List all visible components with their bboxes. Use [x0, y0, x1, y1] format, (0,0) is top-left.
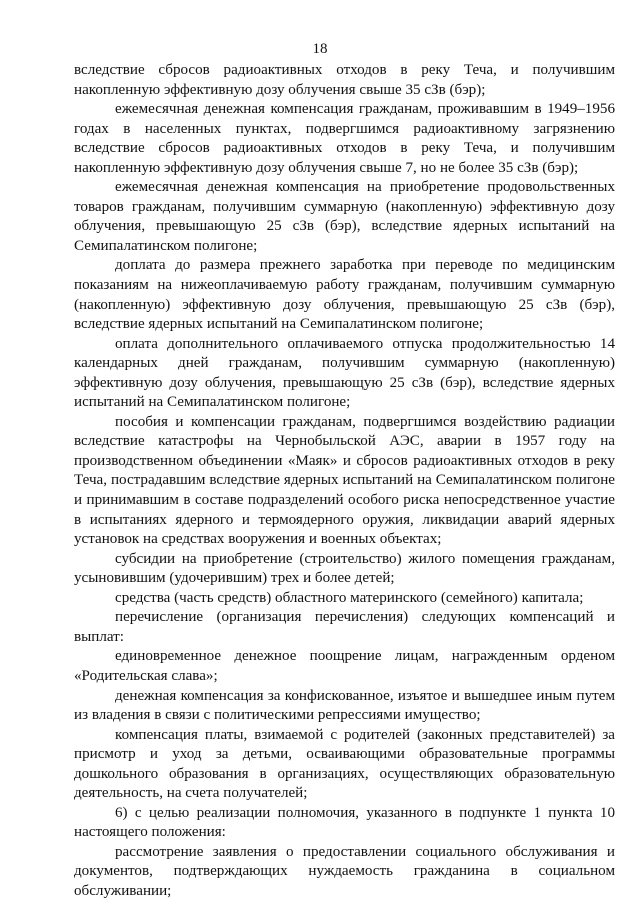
- document-body: [74, 61, 615, 902]
- paragraph: средства (часть средств) областного материнского (семейного) капитала;: [115, 589, 584, 606]
- paragraph: 6) с целью реализации полномочия, указанного в подпункте 1 пункта 10 настоящего положения:: [74, 804, 615, 841]
- paragraph: оплата дополнительного оплачиваемого отпуска продолжительностью 14 календарных дней гражданам, получившим суммарную (накопленную) эффективную дозу облучения, превышающую 25 сЗв (бэр), вследствие ядерных испытаний на Семипалатинском полигоне;: [74, 335, 615, 411]
- page-number: 18: [312, 41, 328, 57]
- paragraph: рассмотрение заявления о предоставлении социального обслуживания и документов, подтверждающих нуждаемость гражданина в социальном обслуживании;: [74, 843, 615, 899]
- paragraph: ежемесячная денежная компенсация гражданам, проживавшим в 1949–1956 годах в населенных пунктах, подвергшимся радиоактивному загрязнению вследствие сбросов радиоактивных отходов в реку Теча, и получившим накопленную эффективную дозу облучения свыше 7, но не более 35 сЗв (бэр);: [74, 101, 615, 176]
- paragraph: денежная компенсация за конфискованное, изъятое и вышедшее иным путем из владения в связи с политическими репрессиями имущество;: [74, 687, 615, 724]
- paragraph: субсидии на приобретение (строительство) жилого помещения гражданам, усыновившим (удочерившим) трех и более детей;: [74, 550, 615, 587]
- paragraph: доплата до размера прежнего заработка при переводе по медицинским показаниям на нижеоплачиваемую работу гражданам, получившим суммарную (накопленную) эффективную дозу облучения, превышающую 25 сЗв (бэр), вследствие ядерных испытаний на Семипалатинском полигоне;: [74, 257, 615, 333]
- paragraph: перечисление (организация перечисления) следующих компенсаций и выплат:: [74, 609, 615, 645]
- paragraph: ежемесячная денежная компенсация на приобретение продовольственных товаров гражданам, получившим суммарную (накопленную) эффективную дозу облучения, превышающую 25 сЗв (бэр), вследствие ядерных испытаний на Семипалатинском полигоне;: [74, 179, 615, 254]
- paragraph: пособия и компенсации гражданам, подвергшимся воздействию радиации вследствие катастрофы на Чернобыльской АЭС, аварии в 1957 году на производственном объединении «Маяк» и сбросов радиоактивных отходов в реку Теча, пострадавшим вследствие ядерных испытаний на Семипалатинском полигоне и принимавшим в составе подразделений особого риска непосредственное участие в испытаниях ядерного и термоядерного оружия, ликвидации аварий ядерных установок на средствах вооружения и военных объектах;: [74, 413, 615, 548]
- paragraph: вследствие сбросов радиоактивных отходов в реку Теча, и получившим накопленную эффективную дозу облучения свыше 35 сЗв (бэр);: [74, 62, 615, 98]
- paragraph: компенсация платы, взимаемой с родителей (законных представителей) за присмотр и уход за детьми, осваивающими образовательные программы дошкольного образования в организациях, осуществляющих образовательную деятельность, на счета получателей;: [74, 726, 615, 802]
- paragraph: единовременное денежное поощрение лицам, награжденным орденом «Родительская слава»;: [74, 648, 615, 684]
